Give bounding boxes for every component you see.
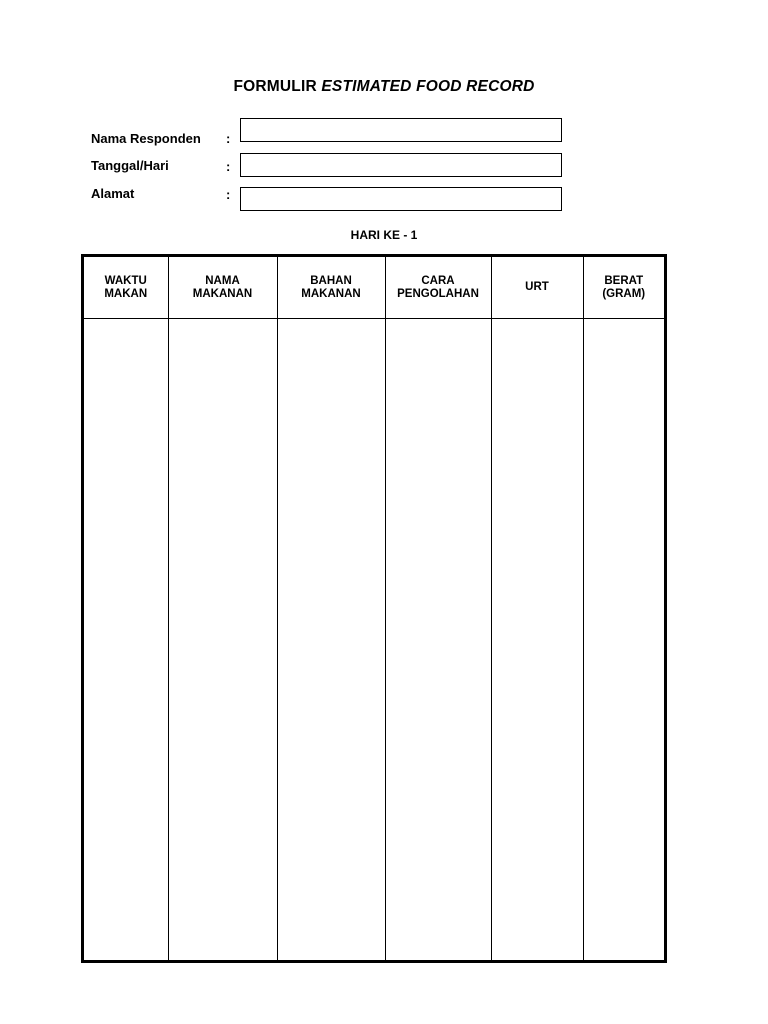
field-label-alamat: Alamat: [91, 186, 135, 201]
header-berat-gram: BERAT (GRAM): [583, 257, 664, 319]
field-colon: :: [226, 187, 231, 202]
header-nama-makanan: NAMA MAKANAN: [168, 257, 277, 319]
title-prefix: FORMULIR: [233, 78, 317, 95]
cell-cara-pengolahan[interactable]: [385, 319, 491, 961]
table-row: [84, 319, 664, 961]
field-label-nama-responden: Nama Responden: [91, 131, 201, 146]
field-colon: :: [226, 131, 231, 146]
field-label-tanggal-hari: Tanggal/Hari: [91, 158, 169, 173]
header-bahan-makanan: BAHAN MAKANAN: [277, 257, 385, 319]
cell-waktu-makan[interactable]: [84, 319, 168, 961]
day-label: HARI KE - 1: [350, 228, 418, 242]
food-record-table: [81, 254, 667, 963]
cell-berat-gram[interactable]: [583, 319, 664, 961]
header-cara-pengolahan: CARA PENGOLAHAN: [385, 257, 491, 319]
field-colon: :: [226, 159, 231, 174]
header-waktu-makan: WAKTU MAKAN: [84, 257, 168, 319]
cell-bahan-makanan[interactable]: [277, 319, 385, 961]
title-italic: ESTIMATED FOOD RECORD: [321, 78, 535, 95]
tanggal-hari-input[interactable]: [240, 153, 562, 177]
cell-nama-makanan[interactable]: [168, 319, 277, 961]
cell-urt[interactable]: [491, 319, 583, 961]
header-urt: URT: [491, 257, 583, 319]
alamat-input[interactable]: [240, 187, 562, 211]
nama-responden-input[interactable]: [240, 118, 562, 142]
table-header-row: [84, 257, 664, 319]
page-title: [0, 78, 768, 96]
